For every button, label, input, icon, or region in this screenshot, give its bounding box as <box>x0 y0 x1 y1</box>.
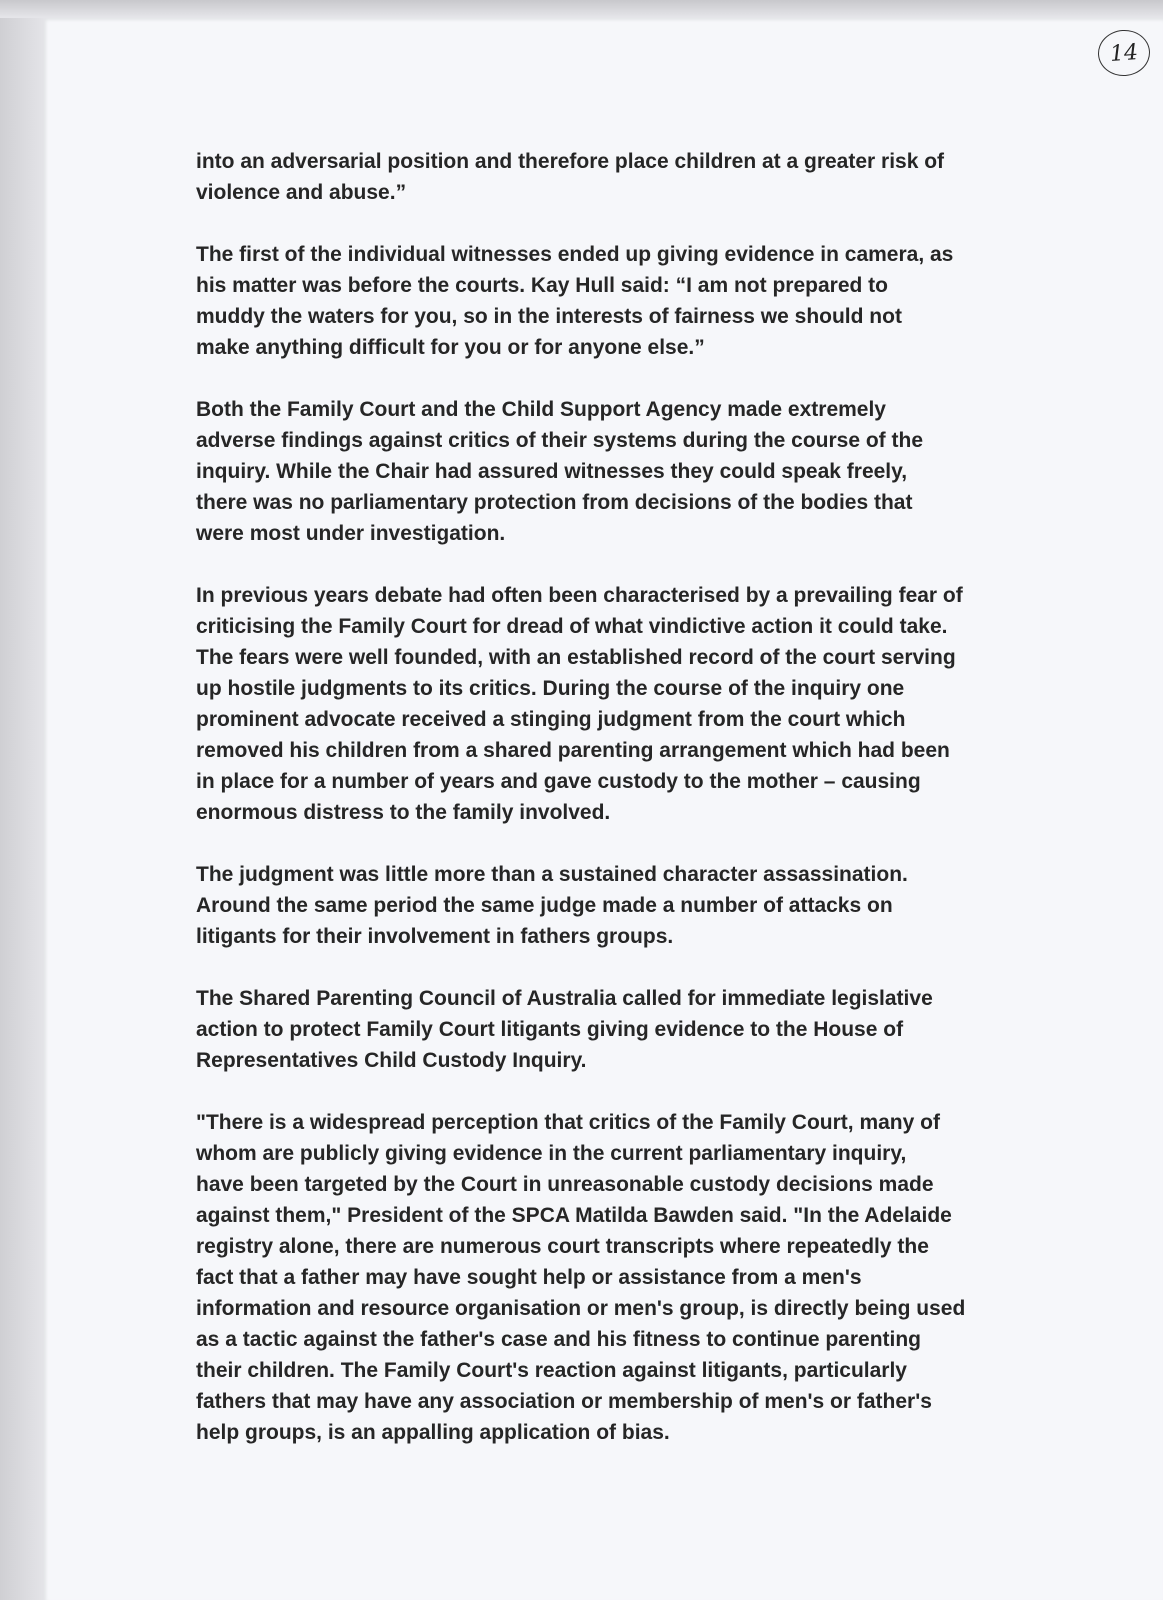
text-line: enormous distress to the family involved. <box>196 801 611 824</box>
paragraph-5 <box>196 859 1036 952</box>
text-line: as a tactic against the father's case and his fitness to continue parenting <box>196 1328 922 1351</box>
text-line: into an adversarial position and therefore place children at a greater risk of <box>196 150 945 173</box>
text-line: against them," President of the SPCA Matilda Bawden said. "In the Adelaide <box>196 1204 952 1227</box>
text-line: fact that a father may have sought help or assistance from a men's <box>196 1266 862 1289</box>
text-line: help groups, is an appalling application of bias. <box>196 1421 670 1444</box>
text-line: have been targeted by the Court in unreasonable custody decisions made <box>196 1173 934 1196</box>
text-line: make anything difficult for you or for anyone else.” <box>196 336 705 359</box>
text-line: The Shared Parenting Council of Australia called for immediate legislative <box>196 987 933 1010</box>
text-line: muddy the waters for you, so in the interests of fairness we should not <box>196 305 902 328</box>
paragraph-2 <box>196 239 1036 363</box>
text-line: removed his children from a shared parenting arrangement which had been <box>196 739 950 762</box>
text-line: fathers that may have any association or membership of men's or father's <box>196 1390 932 1413</box>
text-line: The judgment was little more than a sustained character assassination. <box>196 863 908 886</box>
text-line: up hostile judgments to its critics. During the course of the inquiry one <box>196 677 905 700</box>
text-line: were most under investigation. <box>196 522 506 545</box>
text-line: violence and abuse.” <box>196 181 407 204</box>
paragraph-1 <box>196 146 1036 208</box>
text-line: registry alone, there are numerous court transcripts where repeatedly the <box>196 1235 929 1258</box>
text-line: litigants for their involvement in fathers groups. <box>196 925 674 948</box>
paragraph-3 <box>196 394 1036 549</box>
text-line: inquiry. While the Chair had assured witnesses they could speak freely, <box>196 460 908 483</box>
text-line: Both the Family Court and the Child Support Agency made extremely <box>196 398 886 421</box>
scan-edge-left <box>0 0 44 1600</box>
paragraph-6 <box>196 983 1036 1076</box>
text-line: Around the same period the same judge made a number of attacks on <box>196 894 893 917</box>
paragraph-7 <box>196 1107 1036 1448</box>
text-line: action to protect Family Court litigants giving evidence to the House of <box>196 1018 904 1041</box>
text-line: criticising the Family Court for dread of what vindictive action it could take. <box>196 615 948 638</box>
text-line: The first of the individual witnesses ended up giving evidence in camera, as <box>196 243 954 266</box>
text-line: prominent advocate received a stinging judgment from the court which <box>196 708 906 731</box>
text-line: The fears were well founded, with an established record of the court serving <box>196 646 956 669</box>
text-line: "There is a widespread perception that critics of the Family Court, many of <box>196 1111 940 1134</box>
text-line: their children. The Family Court's reaction against litigants, particularly <box>196 1359 907 1382</box>
text-line: adverse findings against critics of their systems during the course of the <box>196 429 924 452</box>
text-line: in place for a number of years and gave custody to the mother – causing <box>196 770 921 793</box>
text-line: Representatives Child Custody Inquiry. <box>196 1049 587 1072</box>
document-body <box>196 146 1036 1479</box>
text-line: there was no parliamentary protection from decisions of the bodies that <box>196 491 913 514</box>
handwritten-page-number: 14 <box>1096 28 1151 78</box>
text-line: whom are publicly giving evidence in the current parliamentary inquiry, <box>196 1142 907 1165</box>
text-line: his matter was before the courts. Kay Hull said: “I am not prepared to <box>196 274 888 297</box>
paragraph-4 <box>196 580 1036 828</box>
text-line: information and resource organisation or men's group, is directly being used <box>196 1297 966 1320</box>
scan-edge-top <box>0 0 1163 18</box>
text-line: In previous years debate had often been characterised by a prevailing fear of <box>196 584 963 607</box>
